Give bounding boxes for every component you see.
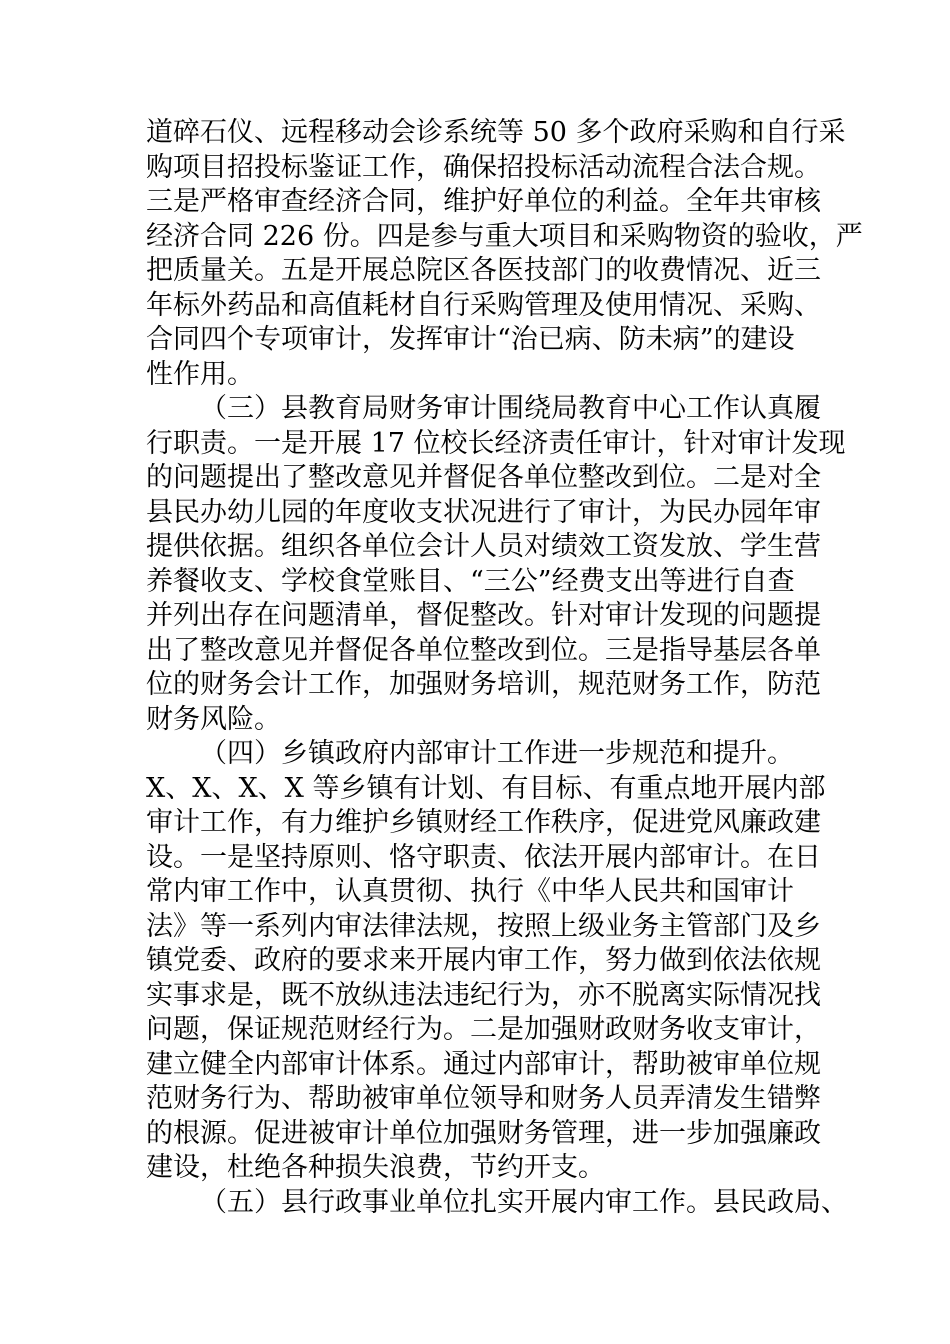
text-line: （五）县行政事业单位扎实开展内审工作。县民政局、 [200,1186,848,1218]
text-line: 范财务行为、帮助被审单位领导和财务人员弄清发生错弊 [146,1083,821,1114]
text-line: 并列出存在问题清单，督促整改。针对审计发现的问题提 [146,600,821,631]
text-line: 财务风险。 [146,703,281,735]
text-line: 实事求是，既不放纵违法违纪行为，亦不脱离实际情况找 [146,979,821,1011]
text-line: 道碎石仪、远程移动会诊系统等 50 多个政府采购和自行采 [146,117,846,148]
text-line: 合同四个专项审计，发挥审计“治已病、防未病”的建设 [146,324,795,355]
text-line: 位的财务会计工作，加强财务培训，规范财务工作，防范 [146,669,821,700]
text-line: 镇党委、政府的要求来开展内审工作，努力做到依法依规 [146,945,821,976]
text-line: 养餐收支、学校食堂账目、“三公”经费支出等进行自查 [146,565,795,597]
text-line: 性作用。 [146,358,254,390]
text-line: 出了整改意见并督促各单位整改到位。三是指导基层各单 [146,634,821,666]
text-line: （四）乡镇政府内部审计工作进一步规范和提升。 [200,738,794,769]
text-line: 设。一是坚持原则、恪守职责、依法开展内部审计。在日 [146,841,821,873]
text-line: 提供依据。组织各单位会计人员对绩效工资发放、学生营 [146,531,821,562]
text-line: 审计工作，有力维护乡镇财经工作秩序，促进党风廉政建 [146,807,821,838]
text-line: 法》等一系列内审法律法规，按照上级业务主管部门及乡 [146,910,821,942]
text-line: 经济合同 226 份。四是参与重大项目和采购物资的验收，严 [146,220,863,252]
text-line: 的问题提出了整改意见并督促各单位整改到位。二是对全 [146,462,821,493]
text-line: 的根源。促进被审计单位加强财务管理，进一步加强廉政 [146,1117,821,1149]
text-line: 行职责。一是开展 17 位校长经济责任审计，针对审计发现 [146,427,846,459]
text-line: X、X、X、X 等乡镇有计划、有目标、有重点地开展内部 [146,772,826,804]
text-line: 常内审工作中，认真贯彻、执行《中华人民共和国审计 [146,876,794,907]
text-line: （三）县教育局财务审计围绕局教育中心工作认真履 [200,393,821,424]
text-line: 三是严格审查经济合同，维护好单位的利益。全年共审核 [146,186,821,217]
document-body [146,116,863,1220]
text-line: 建立健全内部审计体系。通过内部审计，帮助被审单位规 [146,1048,821,1080]
text-line: 把质量关。五是开展总院区各医技部门的收费情况、近三 [146,255,821,286]
text-line: 购项目招投标鉴证工作，确保招投标活动流程合法合规。 [146,151,821,183]
text-line: 建设，杜绝各种损失浪费，节约开支。 [146,1152,605,1183]
text-line: 年标外药品和高值耗材自行采购管理及使用情况、采购、 [146,289,821,321]
text-line: 县民办幼儿园的年度收支状况进行了审计，为民办园年审 [146,496,821,528]
text-line: 问题，保证规范财经行为。二是加强财政财务收支审计， [146,1014,821,1045]
